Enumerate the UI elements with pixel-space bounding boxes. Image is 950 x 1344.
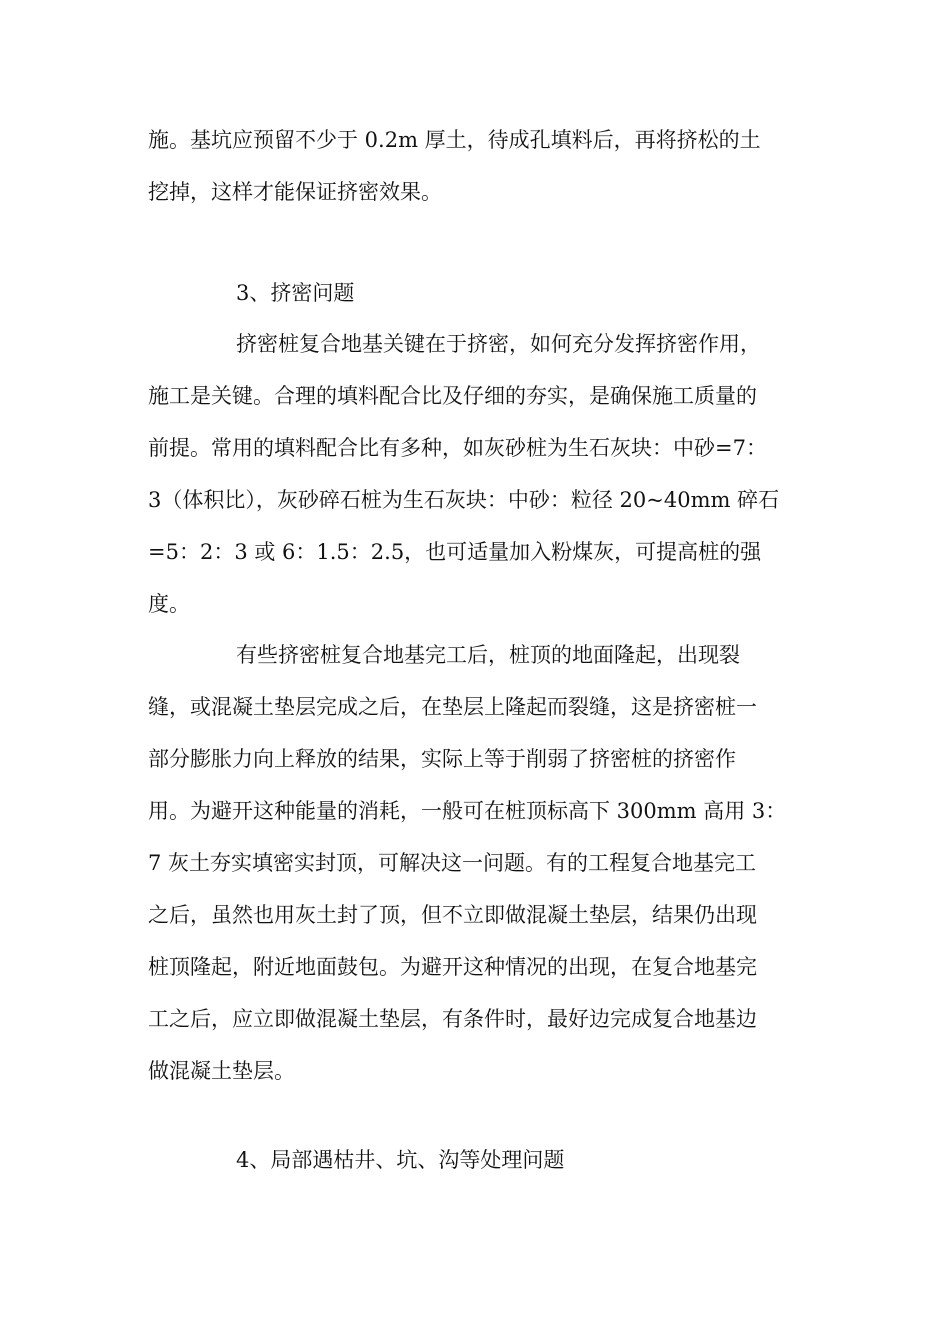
text-line: 部分膨胀力向上释放的结果，实际上等于削弱了挤密桩的挤密作 [148, 747, 736, 771]
text-line: =5：2：3 或 6：1.5：2.5，也可适量加入粉煤灰，可提高桩的强 [148, 540, 762, 564]
text-line: 前提。常用的填料配合比有多种，如灰砂桩为生石灰块：中砂=7： [148, 436, 767, 460]
section-heading-3: 3、挤密问题 [236, 281, 355, 305]
section-heading-4: 4、局部遇枯井、坑、沟等处理问题 [236, 1148, 565, 1172]
text-line: 缝，或混凝土垫层完成之后，在垫层上隆起而裂缝，这是挤密桩一 [148, 695, 757, 719]
text-line: 7 灰土夯实填密实封顶，可解决这一问题。有的工程复合地基完工 [148, 851, 757, 875]
text-line: 用。为避开这种能量的消耗，一般可在桩顶标高下 300mm 高用 3： [148, 799, 787, 823]
text-line: 挤密桩复合地基关键在于挤密，如何充分发挥挤密作用， [236, 332, 761, 356]
text-line: 度。 [148, 592, 190, 616]
text-line: 3（体积比），灰砂碎石桩为生石灰块：中砂：粒径 20~40mm 碎石 [148, 488, 780, 512]
text-line: 桩顶隆起，附近地面鼓包。为避开这种情况的出现，在复合地基完 [148, 955, 757, 979]
text-line: 工之后，应立即做混凝土垫层，有条件时，最好边完成复合地基边 [148, 1007, 757, 1031]
text-line: 有些挤密桩复合地基完工后，桩顶的地面隆起，出现裂 [236, 643, 740, 667]
text-line: 做混凝土垫层。 [148, 1059, 295, 1083]
text-line: 挖掉，这样才能保证挤密效果。 [148, 180, 442, 204]
text-line: 施。基坑应预留不少于 0.2m 厚土，待成孔填料后，再将挤松的土 [148, 128, 761, 152]
text-line: 之后，虽然也用灰土封了顶，但不立即做混凝土垫层，结果仍出现 [148, 903, 757, 927]
text-line: 施工是关键。合理的填料配合比及仔细的夯实，是确保施工质量的 [148, 384, 757, 408]
